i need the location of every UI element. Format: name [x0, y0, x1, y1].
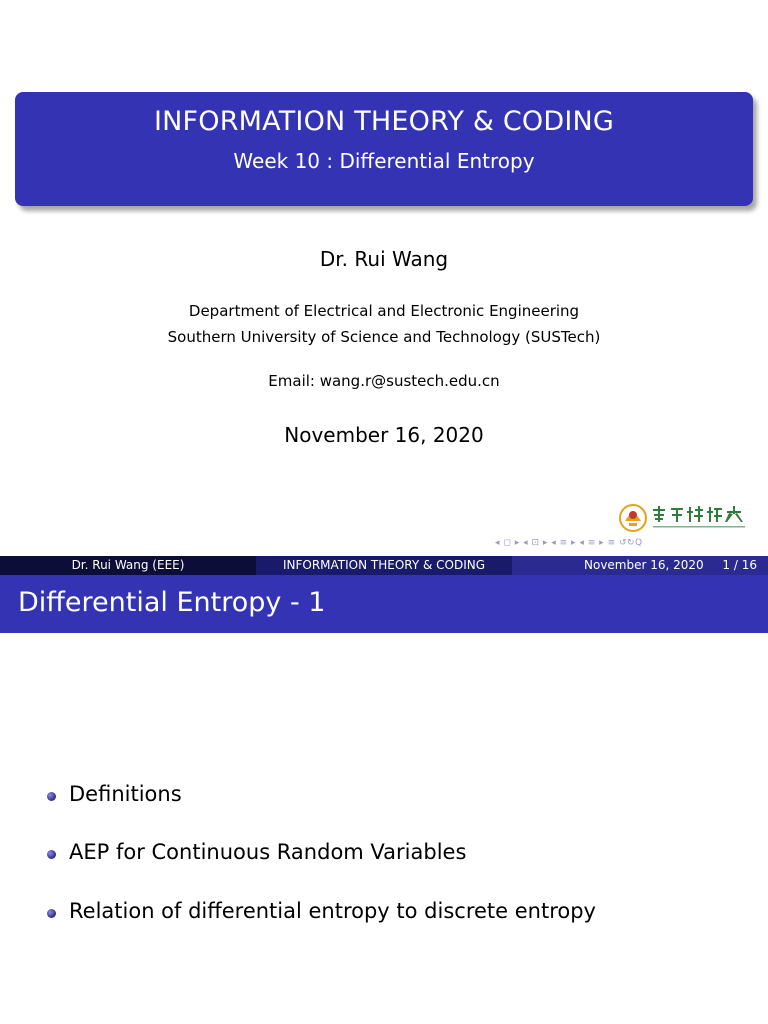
email: Email: wang.r@sustech.edu.cn [268, 372, 500, 390]
author-name: Dr. Rui Wang [319, 247, 449, 271]
footer-author: Dr. Rui Wang (EEE) [0, 556, 256, 575]
bullet-text: Definitions [69, 782, 182, 806]
footer-title: INFORMATION THEORY & CODING [256, 556, 512, 575]
bullet-icon [47, 850, 56, 859]
slide-title: Differential Entropy - 1 [18, 587, 326, 618]
presentation-date: November 16, 2020 [284, 423, 484, 447]
bullet-text: AEP for Continuous Random Variables [69, 840, 467, 864]
bullet-text: Relation of differential entropy to discrete entropy [69, 899, 596, 923]
bullet-icon [47, 909, 56, 918]
university: Southern University of Science and Technology (SUSTech) [167, 328, 601, 346]
footer-date: November 16, 2020 [584, 558, 704, 572]
slide-header [0, 575, 768, 633]
presentation-subtitle: Week 10 : Differential Entropy [233, 149, 535, 173]
bullet-icon [47, 792, 56, 801]
slide-footer [0, 556, 768, 575]
footer-date-page [512, 556, 768, 575]
title-box [15, 92, 753, 206]
footer-page-number: 1 / 16 [722, 558, 757, 572]
presentation-title: INFORMATION THEORY & CODING [153, 106, 615, 137]
beamer-navigation-bar[interactable]: ◂ ◻ ▸ ◂ ⊡ ▸ ◂ ≡ ▸ ◂ ≡ ▸ ≡ ↺↻Q [495, 538, 643, 548]
bullet-list [0, 633, 768, 1024]
sustech-logo-icon [617, 501, 749, 535]
department: Department of Electrical and Electronic Engineering [188, 302, 580, 320]
